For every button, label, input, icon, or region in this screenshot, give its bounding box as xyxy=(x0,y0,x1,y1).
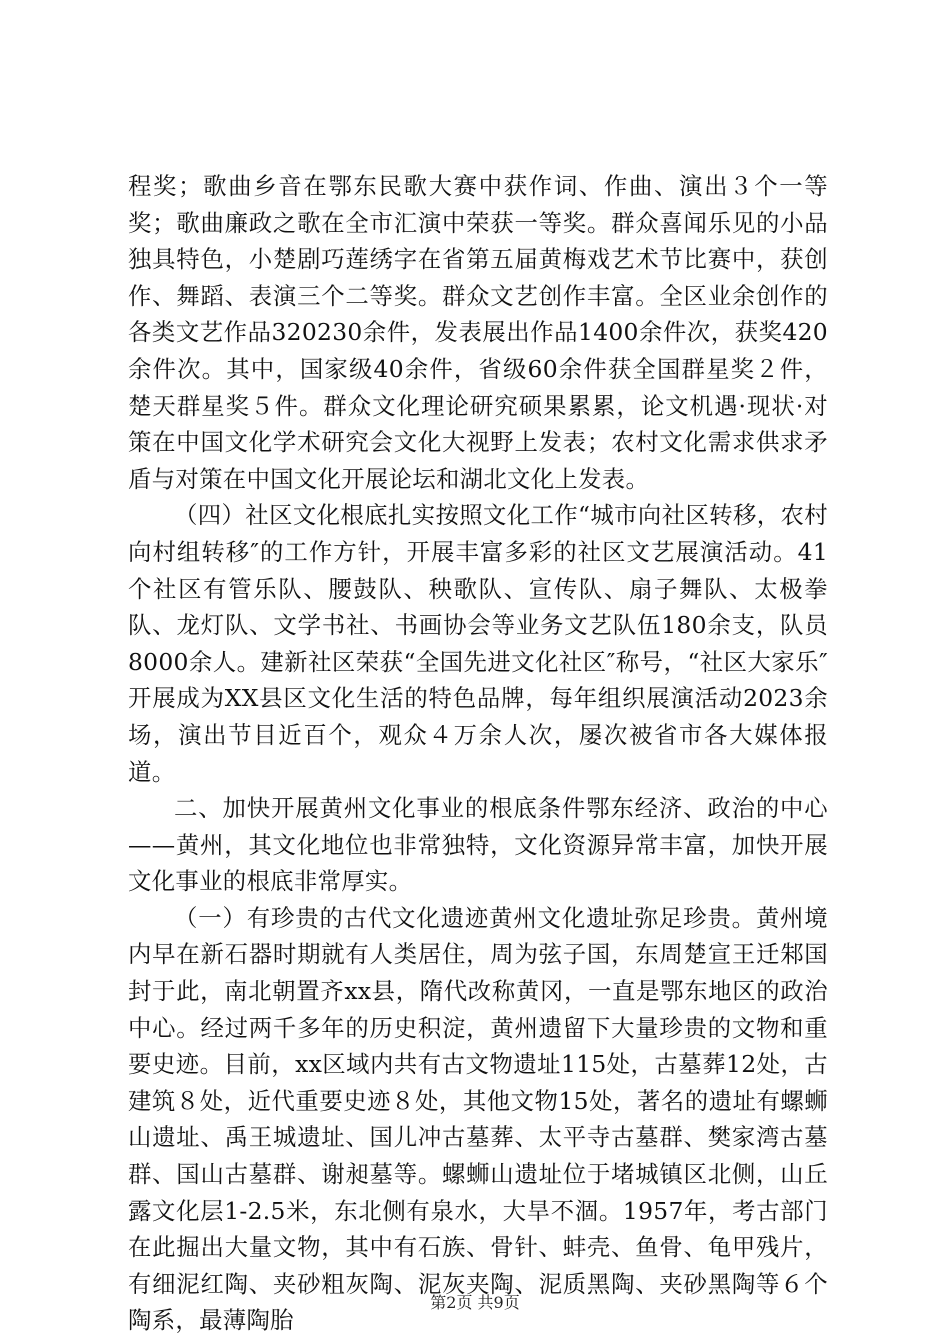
paragraph-continued-awards: 程奖；歌曲乡音在鄂东民歌大赛中获作词、作曲、演出３个一等奖；歌曲廉政之歌在全市汇演中荣获一等奖。群众喜闻乐见的小品独具特色，小楚剧巧莲绣字在省第五届黄梅戏艺术节比赛中，获创作、舞蹈、表演三个二等奖。群众文艺创作丰富。全区业余创作的各类文艺作品320230余件，发表展出作品1400余件次，获奖420余件次。其中，国家级40余件，省级60余件获全国群星奖２件，楚天群星奖５件。群众文化理论研究硕果累累，论文机遇·现状·对策在中国文化学术研究会文化大视野上发表；农村文化需求供求矛盾与对策在中国文化开展论坛和湖北文化上发表。 xyxy=(128,172,828,493)
paragraph-community-culture: （四）社区文化根底扎实按照文化工作“城市向社区转移，农村向村组转移″的工作方针，开展丰富多彩的社区文艺展演活动。41个社区有管乐队、腰鼓队、秧歌队、宣传队、扇子舞队、太极拳队、龙灯队、文学书社、书画协会等业务文艺队伍180余支，队员8000余人。建新社区荣获“全国先进文化社区″称号，“社区大家乐″开展成为XX县区文化生活的特色品牌，每年组织展演活动2023余场，演出节目近百个，观众４万余人次，屡次被省市各大媒体报道。 xyxy=(128,501,828,786)
page-footer: 第2页 共9页 xyxy=(430,1293,520,1312)
body-text xyxy=(128,168,828,1339)
paragraph-section-two-heading: 二、加快开展黄州文化事业的根底条件鄂东经济、政治的中心——黄州，其文化地位也非常独特，文化资源异常丰富，加快开展文化事业的根底非常厚实。 xyxy=(128,794,828,896)
paragraph-ancient-relics: （一）有珍贵的古代文化遗迹黄州文化遗址弥足珍贵。黄州境内早在新石器时期就有人类居住，周为弦子国，东周楚宣王迁邾国封于此，南北朝置齐xx县，隋代改称黄冈，一直是鄂东地区的政治中心。经过两千多年的历史积淀，黄州遗留下大量珍贵的文物和重要史迹。目前，xx区域内共有古文物遗址115处，古墓葬12处，古建筑８处，近代重要史迹８处，其他文物15处，著名的遗址有螺蛳山遗址、禹王城遗址、国儿冲古墓葬、太平寺古墓群、樊家湾古墓群、国山古墓群、谢昶墓等。螺蛳山遗址位于堵城镇区北侧，山丘露文化层1-2.5米，东北侧有泉水，大旱不涸。1957年，考古部门在此掘出大量文物，其中有石族、骨针、蚌壳、鱼骨、龟甲残片，有细泥红陶、夹砂粗灰陶、泥灰夹陶、泥质黑陶、夹砂黑陶等６个陶系，最薄陶胎 xyxy=(128,903,828,1335)
